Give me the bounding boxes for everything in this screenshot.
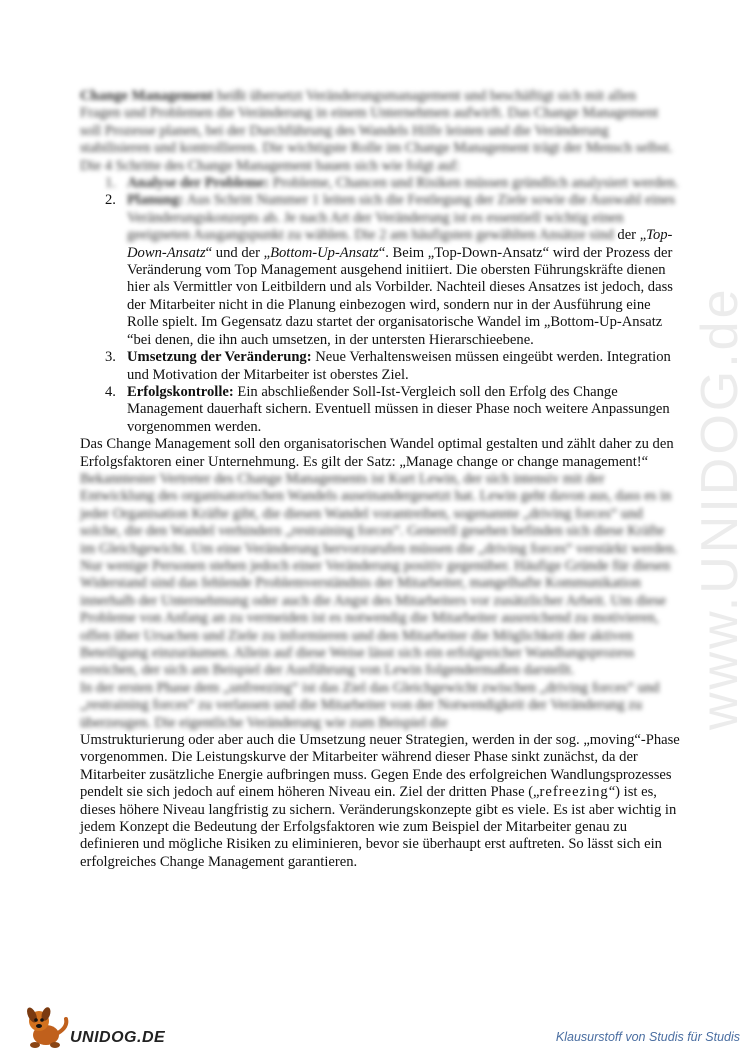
list-item [105, 192, 680, 349]
step-text-a: der „ [617, 227, 647, 244]
document-body [80, 88, 680, 871]
list-number: 3. [105, 349, 116, 366]
step-title: Erfolgskontrolle: [127, 383, 234, 400]
intro-text: heißt übersetzt Veränderungsmanagement und beschäftigt sich mit allen Fragen und Problemen die Veränderung in einem Unternehmen aufwirft. Das Change Management soll Prozesse planen, bei der Durchführung des Wandels Hilfe leisten und die Veränderung stabilisieren und kontrollieren. Die wichtigste Rolle im Change Management trägt der Mensch selbst. Die 4 Schritte des Change Management bauen sich wie folgt auf: [80, 88, 673, 174]
list-number: 1. [105, 175, 116, 192]
summary-paragraph: Das Change Management soll den organisatorischen Wandel optimal gestalten und zählt daher zu den Erfolgsfaktoren einer Unternehmung. Es gilt der Satz: „Manage change or change management!“ [80, 436, 674, 470]
intro-paragraph [80, 88, 680, 175]
step-text-b: “ und der „ [205, 244, 271, 261]
list-item [105, 175, 680, 192]
step-text: Probleme, Chancen und Risiken müssen gründlich analysiert werden. [269, 175, 679, 192]
list-item [105, 349, 680, 384]
phase2-text-b: “) ist es, dieses höhere Niveau langfristig zu sichern. Veränderungskonzepte gibt es viele. Es ist aber wichtig in jedem Konzept die Bedeutung der Erfolgsfaktoren wie zum Beispiel der Mitarbeiter genau zu definieren und mögliche Risiken zu eliminieren, bevor sie überhaupt erst auftreten. So lässt sich ein erfolgreiches Change Management garantieren. [80, 784, 677, 870]
phase2-text-a: Umstrukturierung oder aber auch die Umsetzung neuer Strategien, werden in der sog. „moving“-Phase vorgenommen. Die Leistungskurve der Mitarbeiter während dieser Phase sinkt zunächst, da der Mitarbeiter zusätzliche Energie aufbringen muss. Gegen Ende des erfolgreichen Wandlungsprozesses pendelt sie sich jedoch auf einem höheren Niveau ein. Ziel der dritten Phase („ [80, 732, 680, 801]
step-title: Umsetzung der Veränderung: [127, 349, 312, 366]
refreezing-term: refreezing [539, 784, 609, 801]
step-title: Planung: [127, 192, 184, 209]
step-text-blurred: Aus Schritt Nummer 1 leiten sich die Festlegung der Ziele sowie die Auswahl eines Veränderungskonzepts ab. Je nach Art der Veränderung ist es essentiell wichtig einen geeigneten Ausgangspunkt zu wählen. Die 2 am häufigsten gewählten Ansätze sind [127, 192, 676, 244]
step-text-c: “. Beim „Top-Down-Ansatz“ wird der Prozess der Veränderung vom Top Management ausgehend initiiert. Die obersten Führungskräfte dienen hier als Vermittler von Leitbildern und als Vorbilder. Nachteil dieses Ansatzes ist jedoch, dass der Mitarbeiter nicht in die Planung einbezogen wird, sondern nur in der Ausführung eine Rolle spielt. Im Gegensatz dazu startet der organisatorische Wandel im „Bottom-Up-Ansatz “bei denen, die ihn auch umsetzen, in der untersten Hierarschieebene. [127, 244, 673, 348]
steps-list [80, 175, 680, 436]
phase1-paragraph: In der ersten Phase dem „unfreezing“ ist das Ziel das Gleichgewicht zwischen „driving forces“ und „restraining forces“ zu verlassen und die Mitarbeiter von der Notwendigkeit der Veränderung zu überzeugen. Die eigentliche Veränderung wie zum Beispiel die [80, 679, 660, 731]
dog-icon [22, 1003, 72, 1051]
intro-term: Change Management [80, 88, 214, 104]
list-item [105, 383, 680, 436]
term-top-down: Top-Down-Ansatz [127, 227, 673, 261]
step-text: Ein abschließender Soll-Ist-Vergleich soll den Erfolg des Change Management dauerhaft sichern. Eventuell müssen in dieser Phase noch weitere Anpassungen vorgenommen werden. [127, 383, 670, 435]
term-bottom-up: Bottom-Up-Ansatz [270, 244, 379, 261]
watermark: www.UNIDOG.de [691, 286, 749, 730]
footer-tagline: Klausurstoff von Studis für Studis [555, 1030, 740, 1044]
list-number: 2. [105, 192, 116, 209]
step-text: Neue Verhaltensweisen müssen eingeübt werden. Integration und Motivation der Mitarbeiter ist oberstes Ziel. [127, 349, 671, 383]
list-number: 4. [105, 383, 116, 400]
phase2-paragraph [80, 732, 680, 871]
step-title: Analyse der Probleme: [127, 175, 270, 192]
logo-text: UNIDOG.DE [70, 1029, 166, 1046]
unidog-logo [22, 1003, 166, 1053]
lewin-paragraph: Bekanntester Vertreter des Change Managements ist Kurt Lewin, der sich intensiv mit der Entwicklung des organisatorischen Wandels auseinandergesetzt hat. Lewin geht davon aus, dass es in jeder Organisation Kräfte gibt, die diesen Wandel vorantreiben, sogenannte „driving forces“ und solche, die den Wandel verhindern „restraining forces“. Generell gesehen befinden sich diese Kräfte im Gleichgewicht. Um eine Veränderung hervorzurufen müssen die „driving forces“ verstärkt werden. Nur wenige Personen stehen jedoch einer Veränderung positiv gegenüber. Häufige Gründe für diesen Widerstand sind das fehlende Problemverständnis der Mitarbeiter, mangelhafte Kommunikation innerhalb der Unternehmung oder auch die Angst des Mitarbeiters vor zusätzlicher Arbeit. Um diese Probleme von Anfang an zu vermeiden ist es notwendig die Mitarbeiter ausreichend zu motivieren, offen über Ursachen und Ziele zu informieren und den Mitarbeiter die Möglichkeit der aktiven Beteiligung einzuräumen. Allein auf diese Weise lässt sich ein erfolgreicher Wandlungsprozess erreichen, der sich am Beispiel der Ausführung von Lewin folgendermaßen darstellt. [80, 470, 678, 679]
